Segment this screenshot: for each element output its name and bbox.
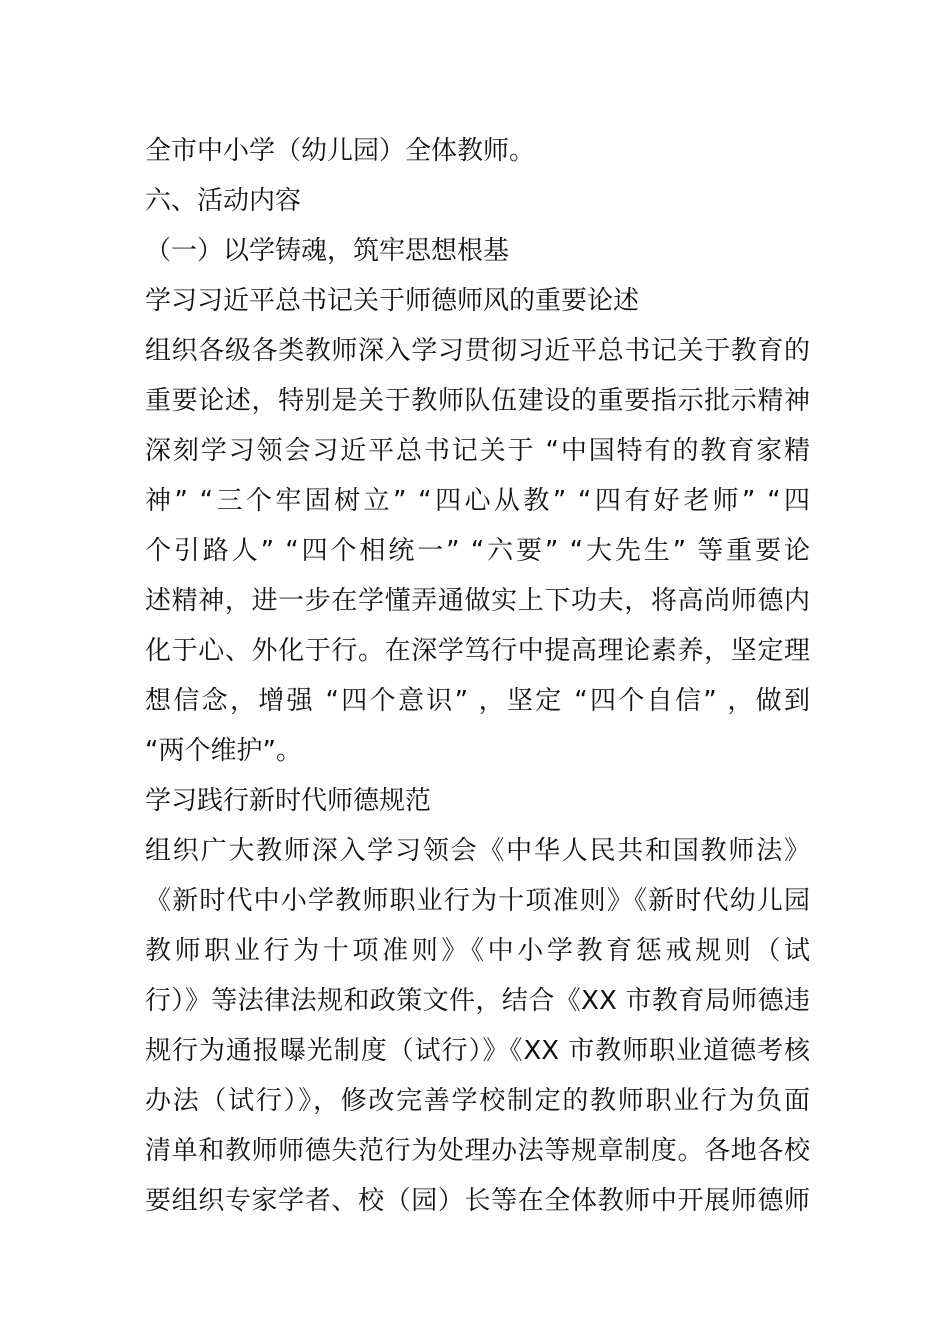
- text-line: 清单和教师师德失范行为处理办法等规章制度。各地各校: [145, 1136, 810, 1166]
- text-line: 《新时代中小学教师职业行为十项准则》《新时代幼儿园: [145, 886, 810, 916]
- text-line: 教师职业行为十项准则》《中小学教育惩戒规则（试: [145, 936, 810, 966]
- text-line: 办法（试行）》，修改完善学校制定的教师职业行为负面: [145, 1086, 810, 1116]
- topic-heading: 学习习近平总书记关于师德师风的重要论述: [145, 286, 640, 316]
- topic-heading: 学习践行新时代师德规范: [145, 786, 432, 816]
- text-line: 述精神，进一步在学懂弄通做实上下功夫，将高尚师德内: [145, 586, 810, 616]
- text-line: 想信念，增强 “四个意识” ，坚定 “四个自信” ，做到: [145, 686, 810, 716]
- subsection-heading: （一）以学铸魂，筑牢思想根基: [145, 236, 510, 266]
- document-body: [145, 126, 810, 1226]
- text-line: 组织各级各类教师深入学习贯彻习近平总书记关于教育的: [145, 336, 810, 366]
- section-heading: 六、活动内容: [145, 186, 302, 216]
- text-line: 化于心、外化于行。在深学笃行中提高理论素养，坚定理: [145, 636, 810, 666]
- text-line: 组织广大教师深入学习领会《中华人民共和国教师法》: [145, 836, 810, 866]
- text-line: 全市中小学（幼儿园）全体教师。: [145, 136, 536, 166]
- text-line: 要组织专家学者、校（园）长等在全体教师中开展师德师: [145, 1186, 810, 1216]
- text-line: 行）》等法律法规和政策文件，结合《XX 市教育局师德违: [145, 986, 810, 1016]
- text-line: “两个维护”。: [145, 736, 302, 766]
- text-line: 重要论述，特别是关于教师队伍建设的重要指示批示精神: [145, 386, 810, 416]
- text-line: 深刻学习领会习近平总书记关于 “中国特有的教育家精: [145, 436, 810, 466]
- text-line: 神” “三个牢固树立” “四心从教” “四有好老师” “四: [145, 486, 810, 516]
- text-line: 规行为通报曝光制度（试行）》《XX 市教师职业道德考核: [145, 1036, 810, 1066]
- text-line: 个引路人” “四个相统一” “六要” “大先生” 等重要论: [145, 536, 810, 566]
